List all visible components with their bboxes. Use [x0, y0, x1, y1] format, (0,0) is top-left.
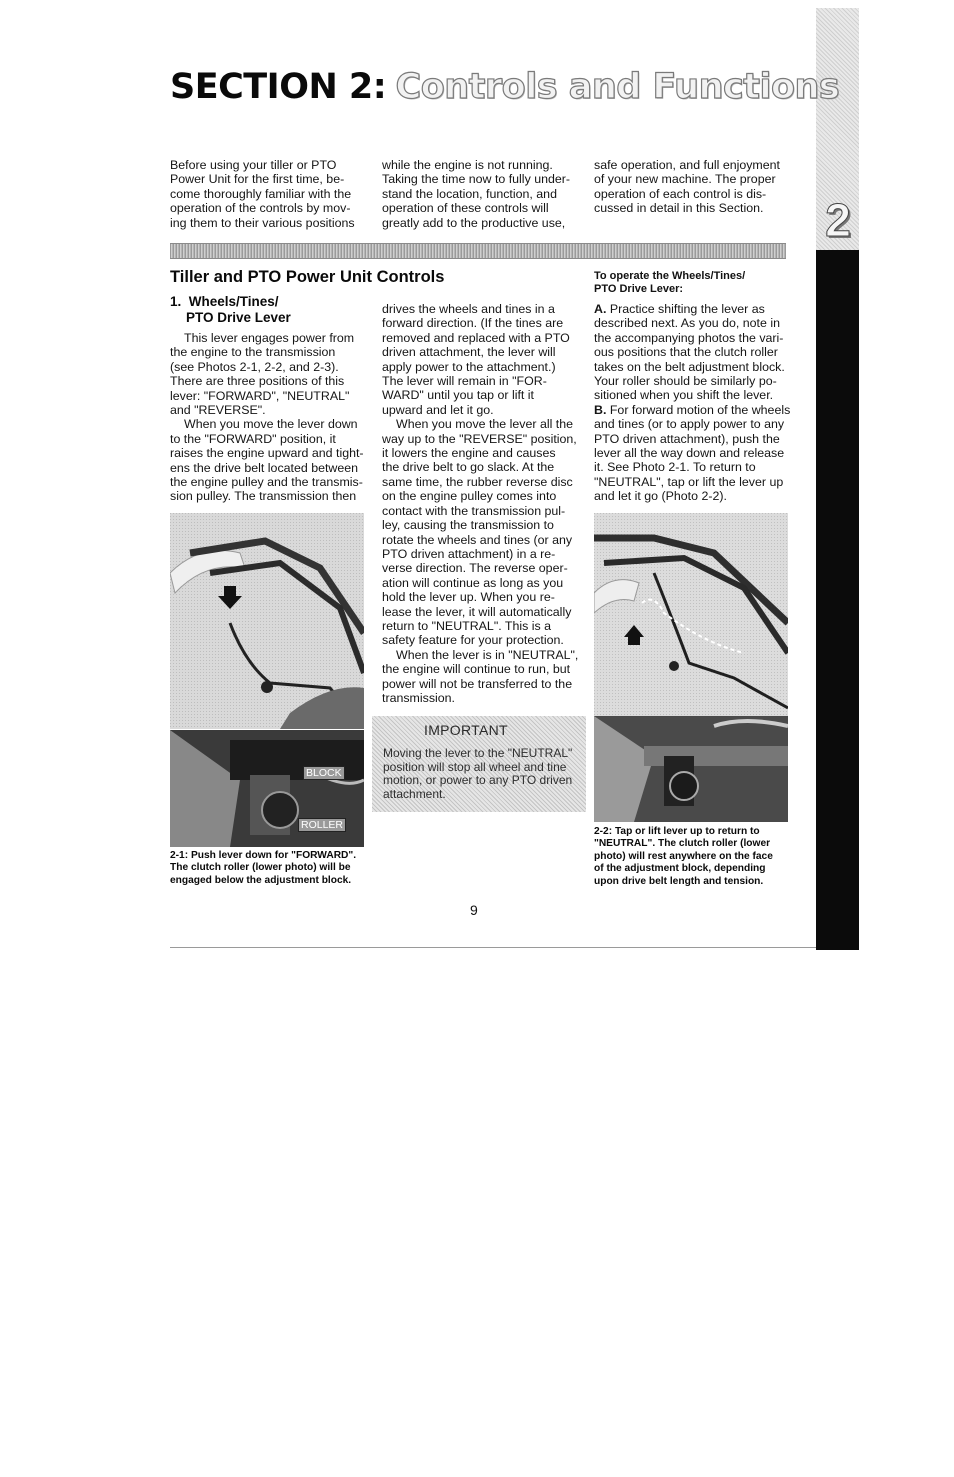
- text-line: it. See Photo 2-1. To return to: [594, 460, 756, 475]
- step-label: A.: [594, 302, 607, 316]
- text-line: The lever will remain in "FOR-: [382, 374, 547, 389]
- text-line: Taking the time now to fully under-: [382, 172, 571, 187]
- text-line: removed and replaced with a PTO: [382, 330, 570, 345]
- text-line: sitioned when you shift the lever.: [594, 388, 774, 403]
- text-line: and tines (or to apply power to any: [594, 417, 785, 432]
- text-line: hold the lever up. When you re-: [382, 590, 555, 605]
- text-line: PTO driven attachment) in a re-: [382, 546, 556, 561]
- page-title: [170, 62, 839, 112]
- text-line: the accompanying photos the vari-: [594, 330, 784, 345]
- text-line: Moving the lever to the "NEUTRAL": [383, 746, 573, 760]
- text-line: ation will continue as long as you: [382, 575, 564, 590]
- text-line: the engine will continue to run, but: [382, 662, 571, 677]
- text-line: operation of each control is dis-: [594, 186, 767, 201]
- text-line: the engine to the transmission: [170, 345, 336, 360]
- text-line: the engine pulley and the transmis-: [170, 475, 363, 490]
- text-line: verse direction. The reverse oper-: [382, 561, 568, 576]
- text-line: 2-2: Tap or lift lever up to return to: [594, 826, 760, 837]
- text-line: attachment.: [383, 786, 446, 801]
- important-body: [383, 747, 583, 801]
- text-line: ley, causing the transmission to: [382, 518, 554, 533]
- text-line: the drive belt to go slack. At the: [382, 460, 555, 475]
- text-line: motion, or power to any PTO driven: [383, 773, 573, 787]
- text-line: (see Photos 2-1, 2-2, and 2-3).: [170, 359, 339, 374]
- text-line: described next. As you do, note in: [594, 316, 780, 331]
- text-line: lease the lever, it will automatically: [382, 604, 572, 619]
- text-line: come thoroughly familiar with the: [170, 186, 352, 201]
- text-line: operation of these controls will: [382, 201, 549, 216]
- text-line: ing them to their various positions: [170, 215, 355, 230]
- text-line: transmission.: [382, 690, 455, 705]
- text-line: "NEUTRAL". The clutch roller (lower: [594, 838, 771, 850]
- text-line: safety feature for your protection.: [382, 633, 564, 648]
- col3-body: [594, 302, 794, 504]
- photo-2-1-lever: [170, 513, 364, 729]
- text-line: sion pulley. The transmission then: [170, 489, 357, 504]
- text-line: of the adjustment block, depending: [594, 863, 766, 875]
- text-line: cussed in detail in this Section.: [594, 201, 764, 216]
- intro-col-2: [382, 158, 582, 230]
- text-line: while the engine is not running.: [382, 158, 553, 172]
- text-line: The clutch roller (lower photo) will be: [170, 862, 351, 874]
- important-title: IMPORTANT: [424, 722, 508, 738]
- col2-body: [382, 302, 582, 705]
- side-heading: [594, 270, 794, 296]
- text-line: WARD" until you tap or lift it: [382, 388, 534, 403]
- text-line: ens the drive belt located between: [170, 460, 359, 475]
- text-line: and let it go (Photo 2-2).: [594, 489, 727, 504]
- text-line: of your new machine. The proper: [594, 172, 776, 187]
- text-line: to the "FORWARD" position, it: [170, 431, 336, 446]
- text-line: When you move the lever all the: [396, 417, 574, 432]
- text-line: stand the location, function, and: [382, 186, 557, 201]
- text-line: return to "NEUTRAL". This is a: [382, 618, 552, 633]
- photo-2-2-roller: [594, 716, 788, 822]
- text-line: When the lever is in "NEUTRAL",: [396, 647, 579, 662]
- text-line: apply power to the attachment.): [382, 359, 556, 374]
- item-heading: [170, 294, 291, 325]
- text-line: For forward motion of the wheels: [609, 402, 791, 417]
- text-line: PTO driven attachment), push the: [594, 431, 780, 446]
- text-line: ous positions that the clutch roller: [594, 345, 778, 360]
- roller-label: ROLLER: [298, 818, 346, 832]
- text-line: drives the wheels and tines in a: [382, 302, 555, 316]
- tiller-handle-illustration: [170, 513, 364, 729]
- text-line: power will not be transferred to the: [382, 676, 573, 691]
- divider-band: [170, 243, 786, 259]
- text-line: engaged below the adjustment block.: [170, 874, 352, 886]
- photo-2-2-caption: [594, 826, 794, 888]
- section-tab-number: 2: [825, 194, 851, 246]
- section-tab-bar: [816, 250, 859, 950]
- photo-2-1-caption: [170, 850, 370, 887]
- text-line: on the engine pulley comes into: [382, 489, 557, 504]
- text-line: lever: "FORWARD", "NEUTRAL": [170, 388, 350, 403]
- clutch-roller-illustration: [594, 716, 788, 822]
- text-line: way up to the "REVERSE" position,: [382, 431, 577, 446]
- intro-col-3: [594, 158, 794, 216]
- text-line: forward direction. (If the tines are: [382, 316, 564, 331]
- text-line: Power Unit for the first time, be-: [170, 172, 345, 187]
- text-line: operation of the controls by mov-: [170, 201, 351, 216]
- text-line: Your roller should be similarly po-: [594, 374, 777, 389]
- item-heading-line: PTO Drive Lever: [186, 309, 291, 325]
- intro-col-1: [170, 158, 370, 230]
- block-label: BLOCK: [303, 766, 345, 780]
- text-line: takes on the belt adjustment block.: [594, 359, 785, 374]
- text-line: upon drive belt length and tension.: [594, 875, 764, 887]
- text-line: same time, the rubber reverse disc: [382, 474, 573, 489]
- text-line: When you move the lever down: [184, 417, 358, 432]
- text-line: upward and let it go.: [382, 402, 494, 417]
- text-line: and "REVERSE".: [170, 403, 266, 418]
- text-line: safe operation, and full enjoyment: [594, 158, 780, 172]
- text-line: There are three positions of this: [170, 374, 345, 389]
- text-line: greatly add to the productive use,: [382, 215, 566, 230]
- text-line: This lever engages power from: [184, 331, 355, 345]
- page-number: 9: [470, 902, 478, 918]
- text-line: 2-1: Push lever down for "FORWARD".: [170, 850, 357, 861]
- section-label: SECTION 2:: [170, 67, 387, 107]
- tiller-handle-illustration: [594, 513, 788, 716]
- text-line: PTO Drive Lever:: [594, 283, 684, 295]
- section-heading: Tiller and PTO Power Unit Controls: [170, 268, 445, 286]
- text-line: Before using your tiller or PTO: [170, 158, 337, 172]
- text-line: position will stop all wheel and tine: [383, 759, 567, 774]
- text-line: "NEUTRAL", tap or lift the lever up: [594, 474, 784, 489]
- text-line: photo) will rest anywhere on the face: [594, 850, 773, 862]
- text-line: lever all the way down and release: [594, 446, 785, 461]
- col1-body: [170, 331, 370, 504]
- step-label: B.: [594, 402, 607, 417]
- section-subtitle: Controls and Functions: [395, 67, 840, 107]
- text-line: To operate the Wheels/Tines/: [594, 270, 746, 282]
- text-line: rotate the wheels and tines (or any: [382, 532, 573, 547]
- item-heading-line: 1. Wheels/Tines/: [170, 294, 279, 309]
- bottom-rule: [170, 947, 816, 948]
- photo-2-2-lever: [594, 513, 788, 716]
- text-line: it lowers the engine and causes: [382, 446, 556, 461]
- text-line: Practice shifting the lever as: [609, 302, 765, 316]
- text-line: driven attachment, the lever will: [382, 345, 556, 360]
- text-line: raises the engine upward and tight-: [170, 446, 364, 461]
- text-line: contact with the transmission pul-: [382, 503, 566, 518]
